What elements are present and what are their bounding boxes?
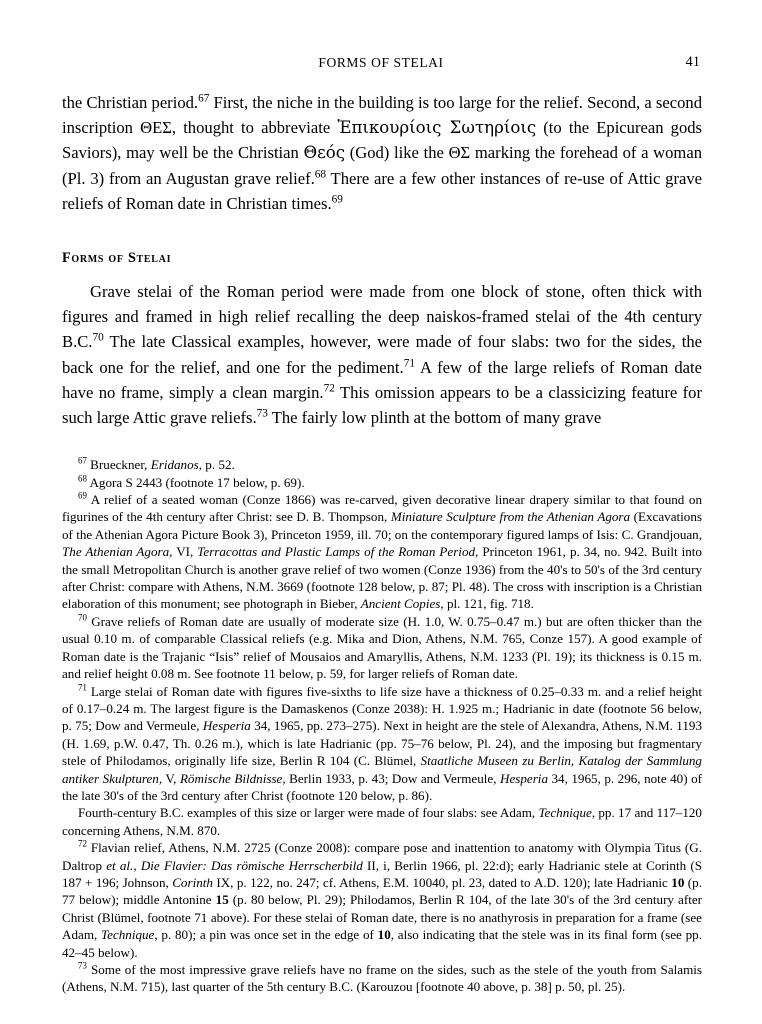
footnote-71-cont-run-2: examples of this size or larger were made of four slabs: see Adam, xyxy=(183,805,539,821)
footnote-72-run-16: , also indicating that the stele was in its final form (see pp. 42–45 below). xyxy=(62,927,702,960)
footnote-ref-72: 72 xyxy=(323,382,335,395)
paragraph-christian-period xyxy=(62,90,702,216)
footnote-69-run-8: , pl. 121, fig. 718. xyxy=(440,596,534,612)
greek-theos: Θεός xyxy=(303,143,346,163)
greek-epikouriois: Ἐπικουρίοις Σωτηρίοις xyxy=(337,118,537,138)
footnote-71-run-8: 34, 1965, p. 296, note 40) of the late 30's of the 3rd century after Christ (footnote 120 below, p. 86). xyxy=(62,770,702,803)
footnote-72-run-12: (p. 80 below, Pl. 29); Philodamos, Berlin R 104, of the late 30's of the 3rd century after Christ (Blümel, footnote 71 above). For these stelai of Roman date, there is no anathyrosis in preparation for a frame (see Adam, xyxy=(62,892,703,943)
footnote-71-cont-run-0: Fourth-century xyxy=(78,805,160,821)
footnote-72-run-11: 15 xyxy=(215,892,229,908)
footnote-70-run-0: Grave reliefs of Roman date are usually of moderate size (H. 1.0, W. 0.75–0.47 m.) but are often thicker than the usual 0.10 m. of comparable Classical reliefs (e.g. Mika and Dion, Athens, N.M. 765, Conze 157). A good example of Roman date is the Trajanic “Isis” relief of Mousaios and Amaryllis, Athens, N.M. 1233 (Pl. 19); its thickness is 0.15 m. and relief height 0.08 m. See footnote 11 below, p. 59, for larger reliefs of Roman date. xyxy=(62,613,702,682)
footnote-ref-69: 69 xyxy=(331,193,343,206)
footnote-ref-73: 73 xyxy=(256,407,268,420)
footnote-71-cont-run-4: , pp. 17 and 117–120 concerning Athens, N.M. 870. xyxy=(62,805,702,838)
para1-run-d: (God) like the ΘΣ marking the forehead of a woman (Pl. 3) from an Augustan grave relief. xyxy=(62,143,703,188)
footnote-71-run-4: , V, xyxy=(158,770,180,786)
footnote-marker-70: 70 xyxy=(78,612,87,623)
footnote-70 xyxy=(62,613,702,683)
para1-run-b: First, the niche in the building is too large for the relief. Second, a second inscription ΘΕΣ, thought to abbreviate xyxy=(62,93,702,138)
footnote-73-run-2: (Karouzou [footnote 40 above, p. 38] p. 50, pl. 25). xyxy=(353,979,626,995)
footnote-72-run-6: IX, p. 122, no. 247; cf. Athens, E.M. 10040, pl. 23, dated to xyxy=(212,874,534,890)
footnote-73-run-1: B.C. xyxy=(329,979,354,995)
footnote-73-run-0: Some of the most impressive grave reliefs have no frame on the sides, such as the stele of the youth from Salamis (Athens, N.M. 715), last quarter of the 5th century xyxy=(62,962,702,995)
footnote-71 xyxy=(62,683,702,805)
para2-run-d: This omission appears to be a classicizing feature for such large Attic grave reliefs. xyxy=(62,382,702,428)
footnote-69-run-0: A relief of a seated woman (Conze 1866) was re-carved, given decorative linear drapery similar to that found on figurines of the 4th century after Christ: see D. B. Thompson, xyxy=(62,492,702,525)
footnote-69-run-2: (Excavations of the Athenian Agora Picture Book 3), Princeton 1959, ill. 70; on the contemporary figured lamps of Isis: C. Grandjouan, xyxy=(62,509,702,542)
para1-run-c: (to the Epicurean gods Saviors), may well be the Christian xyxy=(62,118,703,163)
footnote-71-run-2: 34, 1965, pp. 273–275). Next in height are the stele of Alexandra, Athens, N.M. 1193 (H. 1.69, p.W. 0.47, Th. 0.26 m.), which is late Hadrianic (pp. 75–76 below, Pl. 24), and the imposing but fragmentary stele of Philodamos, originally life size, Berlin R 104 (C. Blümel, xyxy=(62,718,702,769)
footnote-marker-67: 67 xyxy=(78,455,87,466)
footnote-69-run-1: Miniature Sculpture from the Athenian Agora xyxy=(390,509,631,525)
era-bc-1: B.C. xyxy=(62,332,93,352)
footnote-marker-69: 69 xyxy=(78,490,87,501)
footnote-72-run-8: 120); late Hadrianic xyxy=(559,874,672,890)
footnote-67-run-2: , p. 52. xyxy=(198,457,235,473)
para2-run-e: The fairly low plinth at the bottom of many grave xyxy=(267,408,602,428)
footnote-69-run-6: , Princeton 1961, p. 34, no. 942. Built into the small Metropolitan Church is another grave relief of two women (Conze 1936) from the 40's to 50's of the 3rd century after Christ: compare with Athens, N.M. 3669 (footnote 128 below, p. 87; Pl. 48). The cross with inscription is a Christian elaboration of this monument; see photograph in Bieber, xyxy=(62,544,702,612)
section-heading-forms-of-stelai: Forms of Stelai xyxy=(62,250,172,267)
footnote-72-run-5: Corinth xyxy=(172,874,213,890)
footnote-ref-67: 67 xyxy=(198,92,210,105)
footnote-71-run-7: Hesperia xyxy=(499,770,548,786)
footnote-69-run-7: Ancient Copies xyxy=(360,596,441,612)
footnote-71-run-6: , Berlin 1933, p. 43; Dow and Vermeule, xyxy=(282,770,500,786)
para2-run-a: Grave stelai of the Roman period were made from one block of stone, often thick with figures and framed in high relief recalling the deep naiskos-framed stelai of the 4th century xyxy=(62,282,702,327)
footnote-71-run-1: Hesperia xyxy=(202,718,251,734)
footnote-72-run-7: A.D. xyxy=(533,874,560,890)
footnote-71-cont-run-3: Technique xyxy=(538,805,592,821)
running-head: FORMS OF STELAI xyxy=(318,55,444,70)
footnote-71-cont-run-1: B.C. xyxy=(159,805,184,821)
footnote-ref-70: 70 xyxy=(92,331,104,344)
footnote-72-run-4: II, i, Berlin 1966, pl. 22:d); early Hadrianic stele at Corinth (S 187 + 196; Johnson, xyxy=(62,857,702,890)
footnote-67-run-0: Brueckner, xyxy=(90,457,151,473)
footnote-68-run-0: Agora S 2443 (footnote 17 below, p. 69). xyxy=(89,474,305,490)
footnote-72-run-1: et al. xyxy=(106,857,134,873)
footnote-marker-68: 68 xyxy=(78,473,87,484)
footnote-72-run-0: Flavian relief, Athens, N.M. 2725 (Conze 2008): compare pose and inattention to anatomy with Olympia Titus (G. Daltrop xyxy=(62,840,702,873)
footnote-72-run-9: 10 xyxy=(671,874,685,890)
footnote-marker-71: 71 xyxy=(78,682,87,693)
footnote-69-run-4: , VI, xyxy=(169,544,198,560)
footnote-72 xyxy=(62,839,702,961)
page-number: 41 xyxy=(685,54,700,70)
footnote-69-run-5: Terracottas and Plastic Lamps of the Roman Period xyxy=(197,544,476,560)
footnote-ref-68: 68 xyxy=(314,168,327,181)
footnote-72-run-14: , p. 80); a pin was once set in the edge of xyxy=(154,927,378,943)
footnote-67 xyxy=(62,456,702,473)
footnote-72-run-3: Die Flavier: Das römische Herrscherbild xyxy=(140,857,363,873)
footnote-71-run-3: Staatliche Museen zu Berlin, Katalog der Sammlung antiker Skulpturen xyxy=(62,753,702,786)
footnote-71-run-0: Large stelai of Roman date with figures five-sixths to life size have a thickness of 0.25–0.33 m. and a relief height of 0.17–0.24 m. The largest figure is the Damaskenos (Conze 2038): H. 1.925 m.; Hadrianic in date (footnote 56 below, p. 75; Dow and Vermeule, xyxy=(62,683,702,734)
para1-run-a: the Christian period. xyxy=(62,93,199,112)
footnote-marker-73: 73 xyxy=(78,960,87,971)
footnote-72-run-15: 10 xyxy=(377,927,391,943)
footnote-71-continued xyxy=(62,804,702,839)
footnote-marker-72: 72 xyxy=(78,838,87,849)
para2-run-b: The late Classical examples, however, were made of four slabs: two for the sides, the back one for the relief, and one for the pediment. xyxy=(62,332,702,377)
footnote-71-run-5: Römische Bildnisse xyxy=(179,770,283,786)
footnote-72-run-10: (p. 77 below); middle Antonine xyxy=(62,874,702,908)
footnote-72-run-13: Technique xyxy=(101,927,155,943)
footnote-72-run-2: , xyxy=(133,857,141,873)
page-content xyxy=(62,90,702,996)
para1-run-e: There are a few other instances of re-use of Attic grave reliefs of Roman date in Christian times. xyxy=(62,168,702,213)
footnote-ref-71: 71 xyxy=(403,357,415,370)
paragraph-grave-stelai xyxy=(62,279,702,430)
footnote-69-run-3: The Athenian Agora xyxy=(62,544,170,560)
footnote-69 xyxy=(62,491,702,613)
footnote-67-run-1: Eridanos xyxy=(150,457,199,473)
footnote-68 xyxy=(62,474,702,491)
footnotes-block xyxy=(62,456,702,996)
para2-run-c: A few of the large reliefs of Roman date have no frame, simply a clean margin. xyxy=(62,357,702,402)
footnote-73 xyxy=(62,961,702,996)
